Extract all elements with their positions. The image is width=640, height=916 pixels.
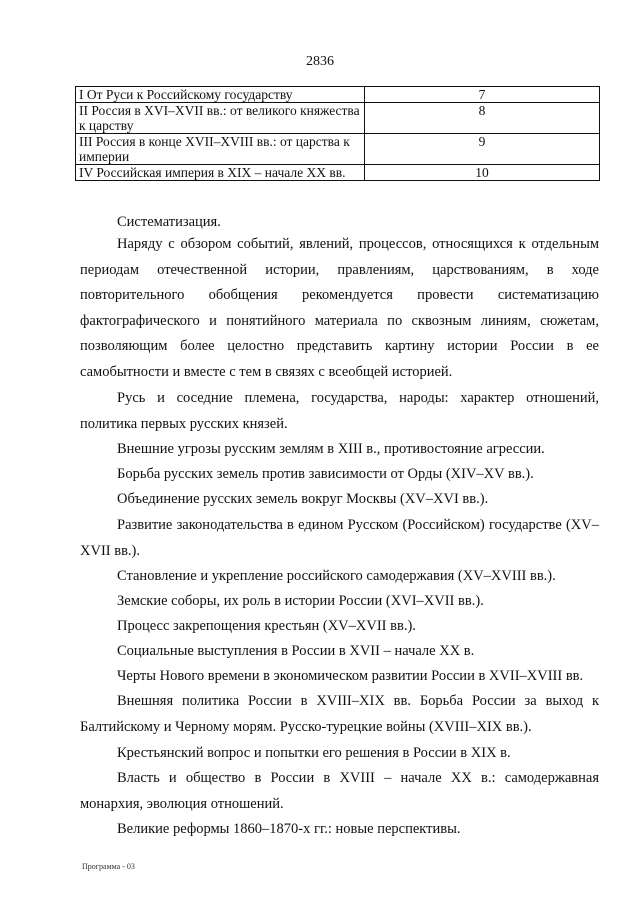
footer-text: Программа - 03 bbox=[82, 862, 135, 871]
table-cell-hours: 7 bbox=[365, 87, 600, 103]
section-heading: Систематизация. bbox=[117, 214, 221, 230]
table-row bbox=[76, 103, 600, 134]
table-cell-hours: 9 bbox=[365, 134, 600, 165]
table-cell-hours: 10 bbox=[365, 165, 600, 181]
paragraph: Процесс закрепощения крестьян (XV–XVII вв.). bbox=[117, 618, 416, 634]
paragraph: Внешние угрозы русским землям в XIII в., противостояние агрессии. bbox=[117, 441, 545, 457]
table-cell-title: I От Руси к Российскому государству bbox=[76, 87, 365, 103]
paragraph: Социальные выступления в России в XVII – начале XX в. bbox=[117, 643, 475, 659]
table-row bbox=[76, 134, 600, 165]
paragraph: Власть и общество в России в XVIII – начале XX в.: самодержавная монархия, эволюция отношений. bbox=[80, 770, 599, 812]
table-row bbox=[76, 165, 600, 181]
paragraph: Русь и соседние племена, государства, народы: характер отношений, политика первых русских князей. bbox=[80, 390, 599, 432]
paragraph: Развитие законодательства в едином Русском (Российском) государстве (XV–XVII вв.). bbox=[80, 517, 599, 559]
paragraph: Крестьянский вопрос и попытки его решения в России в XIX в. bbox=[117, 745, 511, 761]
paragraph: Борьба русских земель против зависимости от Орды (XIV–XV вв.). bbox=[117, 466, 534, 482]
table-cell-title: II Россия в XVI–XVII вв.: от великого княжества к царству bbox=[76, 103, 365, 134]
table-cell-hours: 8 bbox=[365, 103, 600, 134]
paragraph: Становление и укрепление российского самодержавия (XV–XVIII вв.). bbox=[117, 568, 556, 584]
paragraph: Великие реформы 1860–1870-х гг.: новые перспективы. bbox=[117, 821, 461, 837]
paragraph: Объединение русских земель вокруг Москвы (XV–XVI вв.). bbox=[117, 491, 489, 507]
page-number: 2836 bbox=[306, 54, 334, 69]
paragraph: Наряду с обзором событий, явлений, процессов, относящихся к отдельным периодам отечественной истории, правлениям, царствованиям, в ходе повторительного обобщения рекомендуется провести систематизацию фактографического и понятийного материала по сквозным линиям, сюжетам, позволяющим более целостно представить картину истории России в ее самобытности и вместе с тем в связях с всеобщей историей. bbox=[80, 236, 599, 380]
paragraph: Внешняя политика России в XVIII–XIX вв. Борьба России за выход к Балтийскому и Черному морям. Русско-турецкие войны (XVIII–XIX вв.). bbox=[80, 693, 599, 735]
paragraph: Черты Нового времени в экономическом развитии России в XVII–XVIII вв. bbox=[117, 668, 584, 684]
summary-table bbox=[75, 86, 600, 181]
table-cell-title: III Россия в конце XVII–XVIII вв.: от царства к империи bbox=[76, 134, 365, 165]
table-row bbox=[76, 87, 600, 103]
table-cell-title: IV Российская империя в XIX – начале XX вв. bbox=[76, 165, 365, 181]
paragraph: Земские соборы, их роль в истории России (XVI–XVII вв.). bbox=[117, 593, 484, 609]
